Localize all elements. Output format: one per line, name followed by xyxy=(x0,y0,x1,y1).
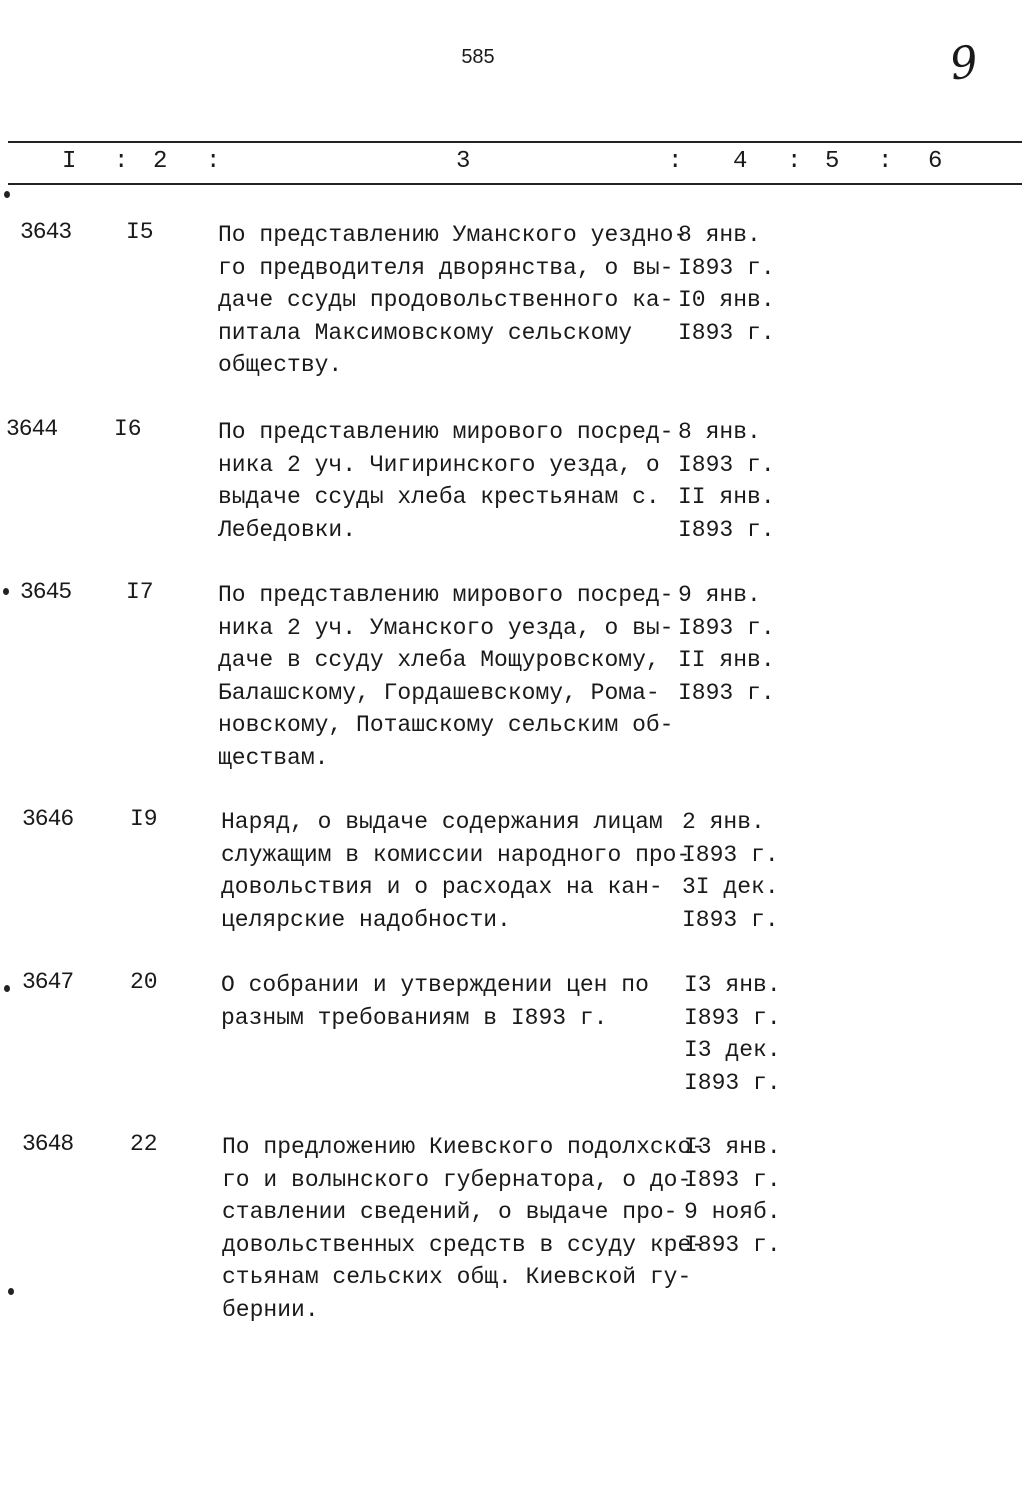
margin-mark xyxy=(3,588,9,595)
margin-mark xyxy=(4,985,10,992)
text-line: Лебедовки. xyxy=(218,516,357,543)
text-line: I893 г. xyxy=(678,254,775,281)
col-separator: : xyxy=(787,148,802,175)
text-line: I893 г. xyxy=(678,516,775,543)
col-header-3: 3 xyxy=(456,148,471,175)
text-line: 2 янв. xyxy=(682,809,765,835)
text-line: довольственных средств в ссуду кре- xyxy=(222,1231,706,1258)
col-header-4: 4 xyxy=(733,148,748,175)
text-line: разным требованиям в I893 г. xyxy=(221,1004,608,1031)
text-line: I893 г. xyxy=(678,451,775,478)
margin-mark xyxy=(8,1288,14,1295)
col-header-2: 2 xyxy=(153,148,168,175)
text-line: 9 нояб. xyxy=(684,1199,781,1225)
col-header-1: I xyxy=(62,148,77,175)
record-sheets: I9 xyxy=(130,806,158,832)
text-line: I893 г. xyxy=(678,319,775,346)
record-number: 3645 xyxy=(20,579,72,605)
text-line: ника 2 уч. Уманского уезда, о вы- xyxy=(218,614,674,641)
text-line: I893 г. xyxy=(684,1004,781,1031)
record-sheets: 22 xyxy=(130,1131,158,1157)
record-title xyxy=(218,579,688,774)
col-header-6: 6 xyxy=(928,148,943,175)
text-line: По предложению Киевского подолхско- xyxy=(222,1134,706,1160)
margin-mark xyxy=(4,191,10,198)
record-number: 3646 xyxy=(22,806,74,832)
record-dates xyxy=(678,579,775,709)
header-top-rule xyxy=(8,141,1022,143)
record-number: 3644 xyxy=(6,416,58,442)
text-line: даче в ссуду хлеба Мощуровскому, xyxy=(218,647,660,673)
text-line: го предводителя дворянства, о вы- xyxy=(218,254,674,281)
text-line: даче ссуды продовольственного ка- xyxy=(218,287,674,313)
text-line: обществу. xyxy=(218,352,343,378)
text-line: 8 янв. xyxy=(678,222,761,248)
text-line: I893 г. xyxy=(684,1069,781,1096)
text-line: целярские надобности. xyxy=(221,906,511,933)
text-line: служащим в комиссии народного про- xyxy=(221,841,691,868)
text-line: ника 2 уч. Чигиринского уезда, о xyxy=(218,451,660,478)
text-line: I893 г. xyxy=(684,1231,781,1258)
header-bottom-rule xyxy=(8,183,1022,185)
text-line: I893 г. xyxy=(684,1166,781,1193)
record-dates xyxy=(684,1131,781,1261)
text-line: го и волынского губернатора, о до- xyxy=(222,1166,692,1193)
text-line: II янв. xyxy=(678,484,775,510)
record-sheets: I5 xyxy=(126,219,154,245)
record-title xyxy=(221,969,691,1034)
record-dates xyxy=(678,219,775,349)
record-title xyxy=(221,806,691,936)
text-line: 3I дек. xyxy=(682,874,779,900)
text-line: новскому, Поташскому сельским об- xyxy=(218,712,674,738)
text-line: стьянам сельских общ. Киевской гу- xyxy=(222,1264,692,1290)
text-line: довольствия и о расходах на кан- xyxy=(221,874,663,900)
text-line: I893 г. xyxy=(682,841,779,868)
text-line: I893 г. xyxy=(682,906,779,933)
text-line: II янв. xyxy=(678,647,775,673)
record-sheets: I7 xyxy=(126,579,154,605)
record-dates xyxy=(682,806,779,936)
record-sheets: 20 xyxy=(130,969,158,995)
handwritten-sheet-number: 9 xyxy=(946,36,982,91)
record-title xyxy=(218,219,688,382)
col-separator: : xyxy=(114,148,129,175)
text-line: Балашскому, Гордашевскому, Рома- xyxy=(218,679,660,706)
text-line: ществам. xyxy=(218,744,329,771)
text-line: бернии. xyxy=(222,1296,319,1323)
col-separator: : xyxy=(668,148,683,175)
text-line: I893 г. xyxy=(678,679,775,706)
text-line: По представлению мирового посред- xyxy=(218,419,674,445)
col-separator: : xyxy=(206,148,221,175)
text-line: Наряд, о выдаче содержания лицам xyxy=(221,809,663,835)
record-number: 3647 xyxy=(22,969,74,995)
record-number: 3648 xyxy=(22,1131,74,1157)
text-line: I3 янв. xyxy=(684,972,781,998)
text-line: питала Максимовскому сельскому xyxy=(218,319,633,346)
record-dates xyxy=(684,969,781,1099)
text-line: 8 янв. xyxy=(678,419,761,445)
record-sheets: I6 xyxy=(114,416,142,442)
page-number: 585 xyxy=(461,46,495,68)
record-title xyxy=(218,416,688,546)
text-line: выдаче ссуды хлеба крестьянам с. xyxy=(218,484,660,510)
text-line: I3 дек. xyxy=(684,1037,781,1063)
col-header-5: 5 xyxy=(825,148,840,175)
col-separator: : xyxy=(878,148,893,175)
text-line: По представлению Уманского уездно- xyxy=(218,222,688,248)
text-line: По представлению мирового посред- xyxy=(218,582,674,608)
column-header-row xyxy=(0,148,1024,178)
text-line: ставлении сведений, о выдаче про- xyxy=(222,1199,678,1225)
text-line: I893 г. xyxy=(678,614,775,641)
record-number: 3643 xyxy=(20,219,72,245)
text-line: I0 янв. xyxy=(678,287,775,313)
record-title xyxy=(222,1131,706,1326)
text-line: 9 янв. xyxy=(678,582,761,608)
record-dates xyxy=(678,416,775,546)
text-line: О собрании и утверждении цен по xyxy=(221,972,649,998)
text-line: I3 янв. xyxy=(684,1134,781,1160)
